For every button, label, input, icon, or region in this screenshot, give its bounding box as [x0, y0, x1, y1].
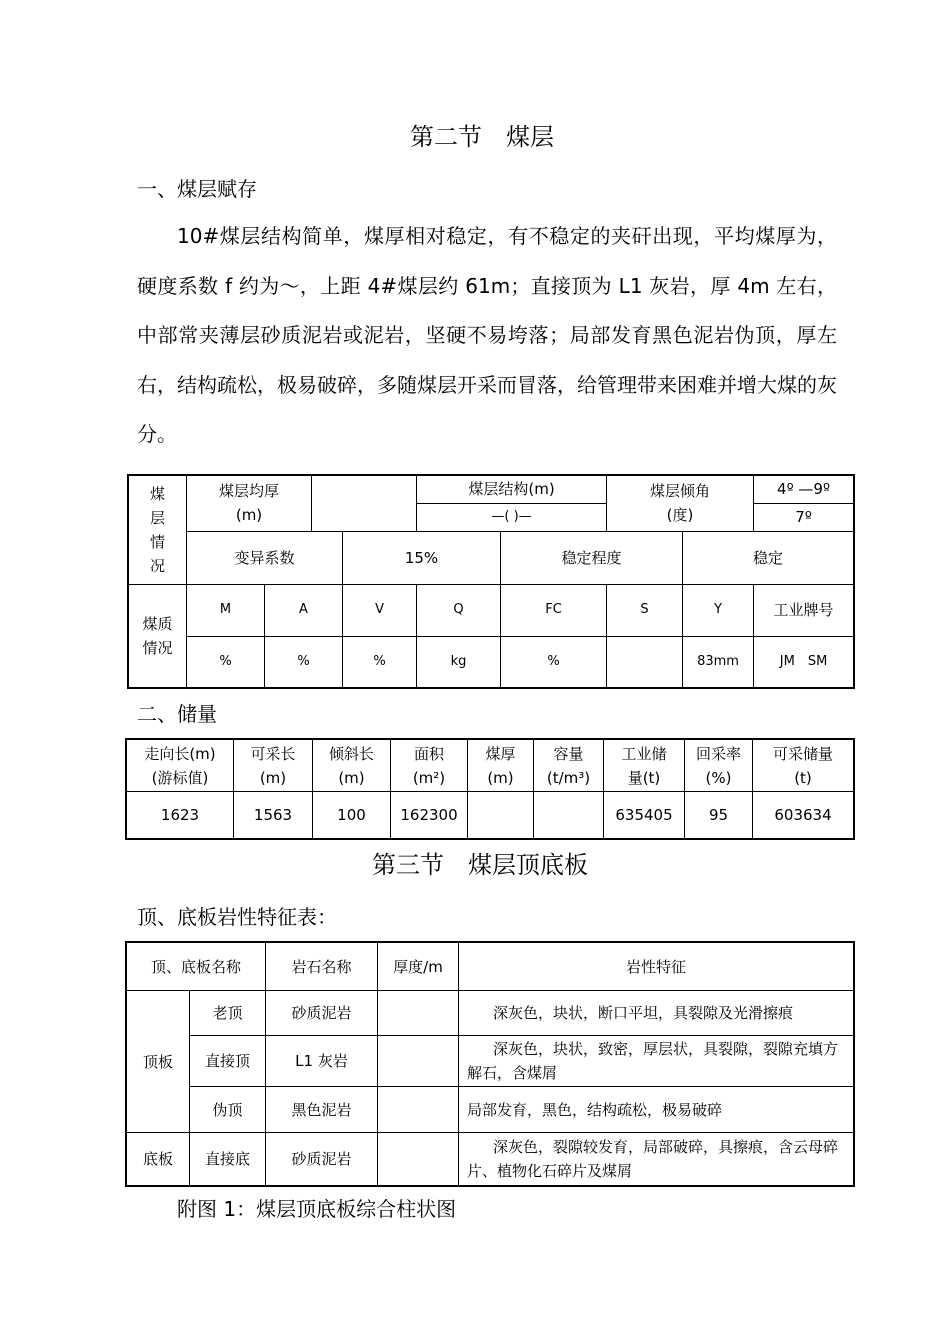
reserve-header: 面积 (m²) [391, 740, 468, 792]
reserve-value: 1623 [127, 792, 234, 839]
avg-thickness-label: 煤层均厚 (m) [187, 476, 312, 532]
quality-header: Q [417, 585, 501, 636]
reserve-header: 走向长(m) (游标值) [127, 740, 234, 792]
reserve-header: 容量 (t/m³) [534, 740, 604, 792]
lithology-description: 深灰色，裂隙较发育，局部破碎，具擦痕，含云母碎片、植物化石碎片及煤屑 [459, 1133, 854, 1186]
reserve-value: 100 [313, 792, 391, 839]
seam-structure-value: —( )— [417, 503, 607, 531]
quality-header: S [607, 585, 683, 636]
dip-angle-label: 煤层倾角 (度) [607, 476, 754, 532]
coal-quality-label: 煤质 情况 [129, 585, 187, 688]
rock-name: 砂质泥岩 [266, 1133, 378, 1186]
reserve-value: 603634 [753, 792, 854, 839]
avg-thickness-value [312, 476, 417, 532]
reserve-header: 可采储量 (t) [753, 740, 854, 792]
rock-name: L1 灰岩 [266, 1036, 378, 1087]
dip-angle-range: 4º —9º [754, 476, 854, 504]
reserve-header: 倾斜长 (m) [313, 740, 391, 792]
lithology-description: 局部发育，黑色，结构疏松，极易破碎 [459, 1087, 854, 1133]
reserve-header: 回采率 (%) [685, 740, 753, 792]
reserve-value: 95 [685, 792, 753, 839]
reserve-value: 1563 [234, 792, 313, 839]
reserve-table [126, 739, 854, 839]
quality-value: % [187, 636, 265, 687]
roof-floor-header: 厚度/m [378, 943, 459, 991]
quality-value [607, 636, 683, 687]
quality-value: % [265, 636, 343, 687]
subheading-reserves: 二、储量 [137, 702, 217, 726]
quality-header: 工业牌号 [754, 585, 854, 636]
seam-description-paragraph: 10#煤层结构简单，煤厚相对稳定，有不稳定的夹矸出现，平均煤厚为，硬度系数 f 约为～，上距 4#煤层约 61m；直接顶为 L1 灰岩，厚 4m 左右，中部常夹薄层砂质泥岩或泥岩，坚硬不易垮落；局部发育黑色泥岩伪顶，厚左右，结构疏松，极易破碎，多随煤层开采而冒落，给管理带来困难并增大煤的灰分。 [137, 224, 837, 446]
seam-table [128, 475, 854, 688]
layer-name: 伪顶 [190, 1087, 266, 1133]
reserve-value: 635405 [604, 792, 685, 839]
floor-group-label: 底板 [127, 1133, 190, 1186]
seam-structure-label: 煤层结构(m) [417, 476, 607, 504]
roof-floor-table [126, 942, 854, 1186]
figure-caption: 附图 1：煤层顶底板综合柱状图 [177, 1197, 457, 1221]
variation-coefficient-label: 变异系数 [187, 531, 343, 585]
layer-name: 直接顶 [190, 1036, 266, 1087]
subheading-roof-floor: 顶、底板岩性特征表： [137, 905, 337, 929]
quality-header: M [187, 585, 265, 636]
layer-thickness [378, 1036, 459, 1087]
reserve-value: 162300 [391, 792, 468, 839]
quality-header: Y [683, 585, 754, 636]
quality-value: JM SM [754, 636, 854, 687]
layer-name: 直接底 [190, 1133, 266, 1186]
lithology-description: 深灰色，块状，致密，厚层状，具裂隙，裂隙充填方解石，含煤屑 [459, 1036, 854, 1087]
quality-header: FC [501, 585, 607, 636]
quality-value: kg [417, 636, 501, 687]
reserve-header: 可采长 (m) [234, 740, 313, 792]
quality-value: % [343, 636, 417, 687]
stability-value: 稳定 [683, 531, 854, 585]
reserve-value [534, 792, 604, 839]
lithology-description: 深灰色，块状，断口平坦，具裂隙及光滑擦痕 [459, 991, 854, 1036]
roof-floor-header: 岩性特征 [459, 943, 854, 991]
section2-title: 第二节 煤层 [410, 123, 554, 151]
reserve-header: 工业储 量(t) [604, 740, 685, 792]
layer-thickness [378, 1087, 459, 1133]
reserve-header: 煤厚 (m) [468, 740, 534, 792]
rock-name: 砂质泥岩 [266, 991, 378, 1036]
quality-header: A [265, 585, 343, 636]
quality-value: 83mm [683, 636, 754, 687]
seam-situation-label: 煤 层 情 况 [129, 476, 187, 585]
roof-floor-header: 岩石名称 [266, 943, 378, 991]
layer-thickness [378, 1133, 459, 1186]
section3-title: 第三节 煤层顶底板 [372, 851, 588, 879]
roof-group-label: 顶板 [127, 991, 190, 1133]
reserve-value [468, 792, 534, 839]
layer-thickness [378, 991, 459, 1036]
stability-label: 稳定程度 [501, 531, 683, 585]
quality-header: V [343, 585, 417, 636]
rock-name: 黑色泥岩 [266, 1087, 378, 1133]
quality-value: % [501, 636, 607, 687]
layer-name: 老顶 [190, 991, 266, 1036]
subheading-seam-occurrence: 一、煤层赋存 [137, 177, 257, 201]
dip-angle-average: 7º [754, 503, 854, 531]
variation-coefficient-value: 15% [343, 531, 501, 585]
roof-floor-header: 顶、底板名称 [127, 943, 266, 991]
